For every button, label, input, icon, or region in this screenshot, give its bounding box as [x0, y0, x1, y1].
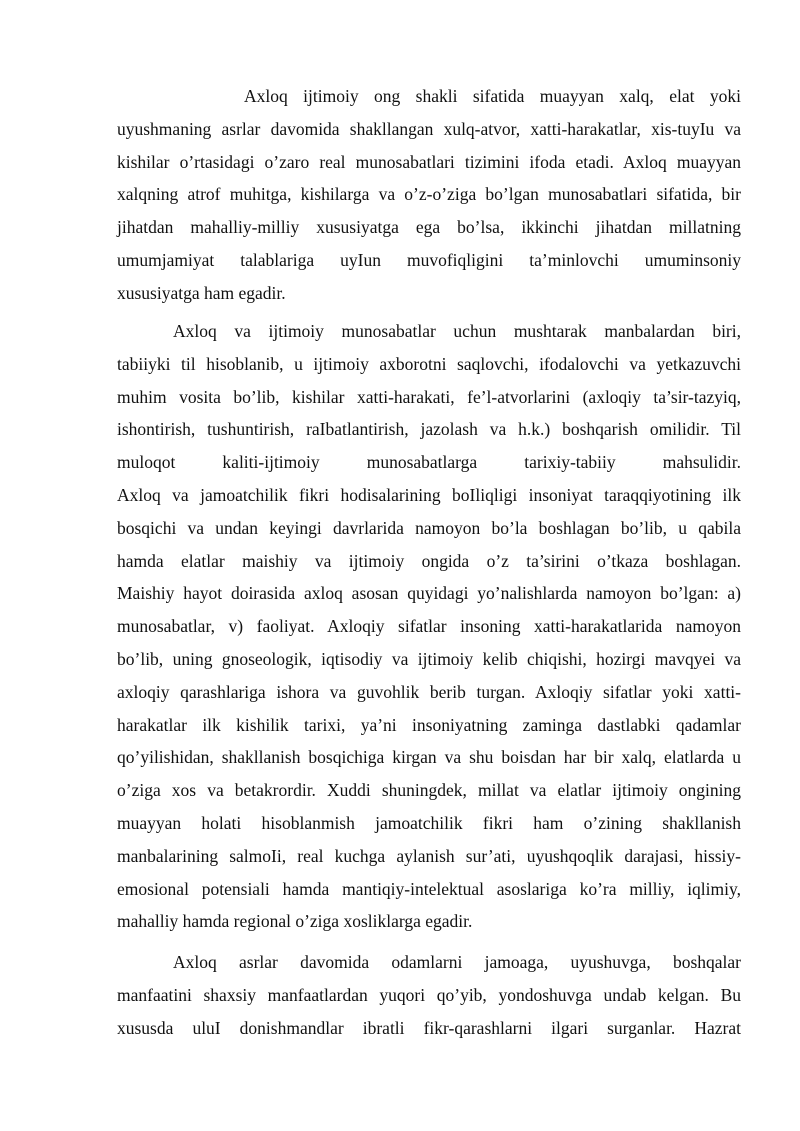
paragraph-line: kishilar o’rtasidagi o’zaro real munosabatlari tizimini ifoda etadi. Axloq muayyan: [117, 151, 741, 172]
paragraph-line: axloqiy qarashlariga ishora va guvohlik berib turgan. Axloqiy sifatlar yoki xatti-: [117, 681, 741, 702]
paragraph-line: ishontirish, tushuntirish, raIbatlantirish, jazolash va h.k.) boshqarish omilidir. Til: [117, 419, 741, 440]
paragraph-line: hamda elatlar maishiy va ijtimoiy ongida o’z ta’sirini o’tkaza boshlagan.: [117, 550, 741, 571]
paragraph-2: [117, 315, 741, 938]
paragraph-1: [117, 80, 741, 310]
paragraph-line: mahalliy hamda regional o’ziga xosliklarga egadir.: [117, 911, 473, 932]
paragraph-3: [117, 946, 741, 1044]
paragraph-line: tabiiyki til hisoblanib, u ijtimoiy axborotni saqlovchi, ifodalovchi va yetkazuvchi: [117, 353, 741, 374]
paragraph-line: bosqichi va undan keyingi davrlarida namoyon bo’la boshlagan bo’lib, u qabila: [117, 517, 741, 538]
paragraph-line: munosabatlar, v) faoliyat. Axloqiy sifatlar insoning xatti-harakatlarida namoyon: [117, 616, 741, 637]
paragraph-line: Axloq asrlar davomida odamlarni jamoaga, uyushuvga, boshqalar: [173, 952, 741, 972]
paragraph-line: qo’yilishidan, shakllanish bosqichiga kirgan va shu boisdan har bir xalq, elatlarda u: [117, 747, 741, 768]
paragraph-line: Axloq va jamoatchilik fikri hodisalarining boIliqligi insoniyat taraqqiyotining ilk: [117, 484, 741, 505]
paragraph-line: xususiyatga ham egadir.: [117, 282, 286, 303]
paragraph-line: bo’lib, uning gnoseologik, iqtisodiy va ijtimoiy kelib chiqishi, hozirgi mavqyei va: [117, 648, 741, 669]
paragraph-line: emosional potensiali hamda mantiqiy-intelektual asoslariga ko’ra milliy, iqlimiy,: [117, 878, 741, 899]
paragraph-line: harakatlar ilk kishilik tarixi, ya’ni insoniyatning zaminga dastlabki qadamlar: [117, 714, 741, 735]
paragraph-line: manbalarining salmoIi, real kuchga aylanish sur’ati, uyushqoqlik darajasi, hissiy-: [117, 845, 741, 866]
paragraph-line: Axloq ijtimoiy ong shakli sifatida muayyan xalq, elat yoki: [244, 86, 741, 106]
paragraph-line: xususda uluI donishmandlar ibratli fikr-qarashlarni ilgari surganlar. Hazrat: [117, 1017, 741, 1038]
paragraph-line: jihatdan mahalliy-milliy xususiyatga ega bo’lsa, ikkinchi jihatdan millatning: [117, 217, 741, 238]
paragraph-line: uyushmaning asrlar davomida shakllangan xulq-atvor, xatti-harakatlar, xis-tuyIu va: [117, 118, 741, 139]
paragraph-line: muloqot kaliti-ijtimoiy munosabatlarga tarixiy-tabiiy mahsulidir.: [117, 452, 741, 473]
paragraph-line: xalqning atrof muhitga, kishilarga va o’z-o’ziga bo’lgan munosabatlari sifatida, bir: [117, 184, 741, 205]
paragraph-line: muhim vosita bo’lib, kishilar xatti-harakati, fe’l-atvorlarini (axloqiy ta’sir-tazyiq,: [117, 386, 741, 407]
paragraph-line: muayyan holati hisoblanmish jamoatchilik fikri ham o’zining shakllanish: [117, 812, 741, 833]
paragraph-line: manfaatini shaxsiy manfaatlardan yuqori qo’yib, yondoshuvga undab kelgan. Bu: [117, 984, 741, 1005]
paragraph-line: umumjamiyat talablariga uyIun muvofiqligini ta’minlovchi umuminsoniy: [117, 249, 741, 270]
paragraph-line: Axloq va ijtimoiy munosabatlar uchun mushtarak manbalardan biri,: [173, 321, 741, 341]
paragraph-line: o’ziga xos va betakrordir. Xuddi shuningdek, millat va elatlar ijtimoiy ongining: [117, 780, 741, 801]
paragraph-line: Maishiy hayot doirasida axloq asosan quyidagi yo’nalishlarda namoyon bo’lgan: a): [117, 583, 741, 604]
